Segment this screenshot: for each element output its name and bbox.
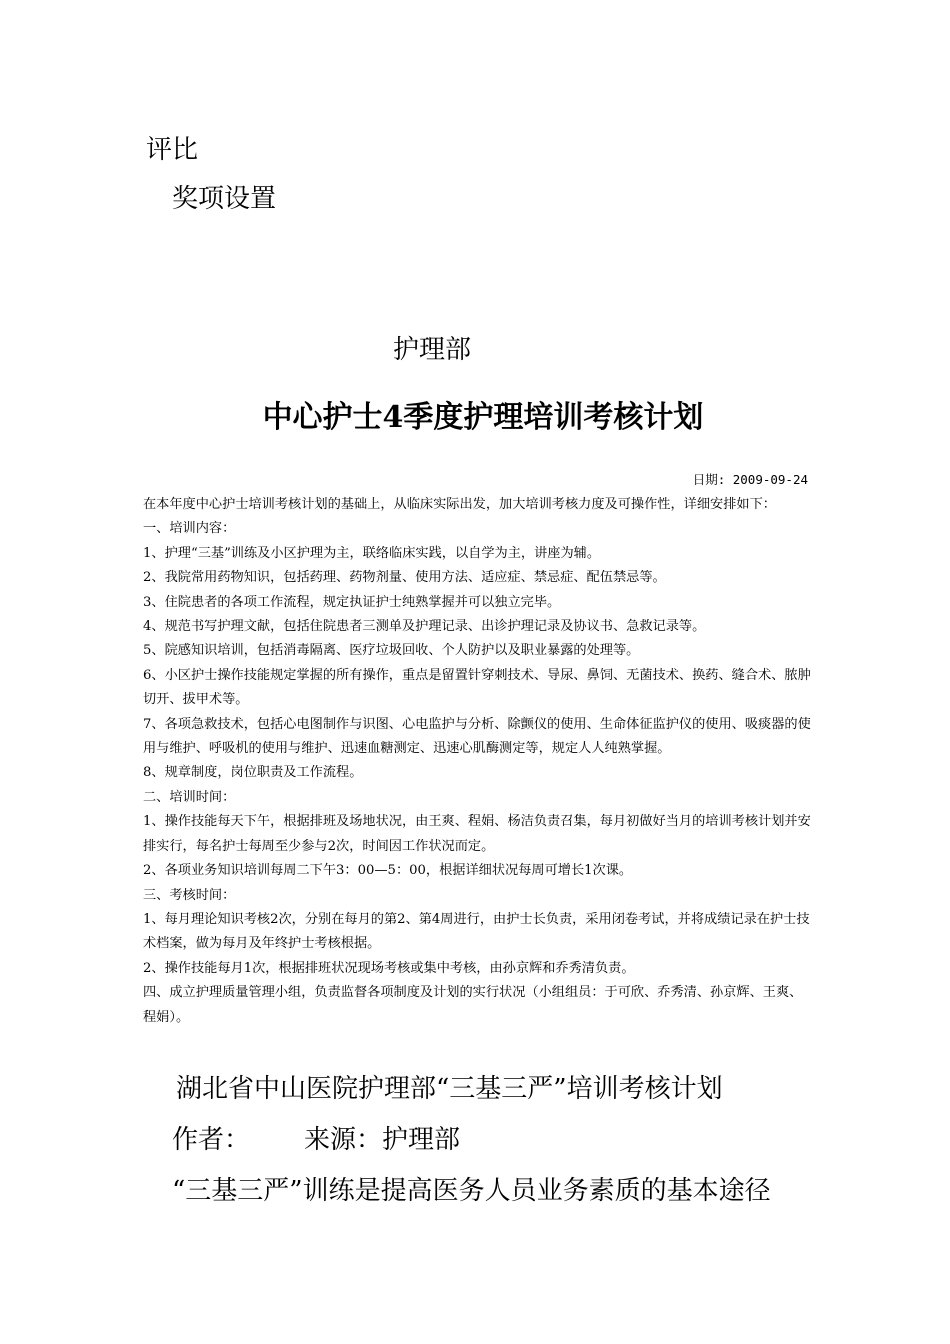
body-paragraph: 7、各项急救技术，包括心电图制作与识图、心电监护与分析、除颤仪的使用、生命体征监护仪的使用、吸痰器的使用与维护、呼吸机的使用与维护、迅速血糖测定、迅速心肌酶测定等，规定人人纯熟掌握。 [143,716,811,757]
body-paragraph: 4、规范书写护理文献，包括住院患者三测单及护理记录、出诊护理记录及协议书、急救记录等。 [143,619,706,635]
source-label: 来源：护理部 [304,1125,461,1155]
body-paragraph: 2、我院常用药物知识，包括药理、药物剂量、使用方法、适应症、禁忌症、配伍禁忌等。 [143,570,666,586]
footer-intro: “三基三严”训练是提高医务人员业务素质的基本途径 [172,1176,771,1206]
department-label: 护理部 [393,335,472,365]
heading-award-settings: 奖项设置 [172,184,277,214]
body-paragraph: 四、成立护理质量管理小组，负责监督各项制度及计划的实行状况（小组组员：于可欣、乔秀清、孙京辉、王爽、程娟）。 [143,985,803,1025]
body-paragraph: 2、各项业务知识培训每周二下午3：00—5：00，根据详细状况每周可增长1次课。 [143,863,633,879]
plan-date: 日期: 2009-09-24 [692,472,808,487]
body-paragraph: 8、规章制度，岗位职责及工作流程。 [143,765,363,781]
body-paragraph: 2、操作技能每月1次，根据排班状况现场考核或集中考核，由孙京辉和乔秀清负责。 [143,960,635,976]
body-paragraph: 6、小区护士操作技能规定掌握的所有操作，重点是留置针穿刺技术、导尿、鼻饲、无菌技术、换药、缝合术、脓肿切开、拔甲术等。 [143,667,811,708]
body-paragraph: 1、操作技能每天下午，根据排班及场地状况，由王爽、程娟、杨洁负责召集，每月初做好当月的培训考核计划并安排实行，每名护士每周至少参与2次，时间因工作状况而定。 [143,814,811,854]
body-paragraph: 3、住院患者的各项工作流程，规定执证护士纯熟掌握并可以独立完毕。 [143,594,561,610]
section-heading: 二、培训时间： [143,789,236,805]
author-label: 作者： [172,1125,251,1155]
body-paragraph: 5、院感知识培训，包括消毒隔离、医疗垃圾回收、个人防护以及职业暴露的处理等。 [143,643,640,659]
heading-pingbi: 评比 [146,135,199,165]
section-heading: 一、培训内容： [143,521,236,537]
body-paragraph: 1、护理“三基”训练及小区护理为主，联络临床实践，以自学为主，讲座为辅。 [143,545,601,561]
body-paragraph: 1、每月理论知识考核2次，分别在每月的第2、第4周进行，由护士长负责，采用闭卷考试，并将成绩记录在护士技术档案，做为每月及年终护士考核根据。 [143,911,810,952]
plan-body [143,493,815,1030]
plan-title: 中心护士4季度护理培训考核计划 [262,400,704,435]
footer-title: 湖北省中山医院护理部“三基三严”培训考核计划 [176,1074,723,1104]
section-heading: 三、考核时间： [143,887,236,903]
body-paragraph: 在本年度中心护士培训考核计划的基础上，从临床实际出发，加大培训考核力度及可操作性，详细安排如下： [143,497,776,512]
